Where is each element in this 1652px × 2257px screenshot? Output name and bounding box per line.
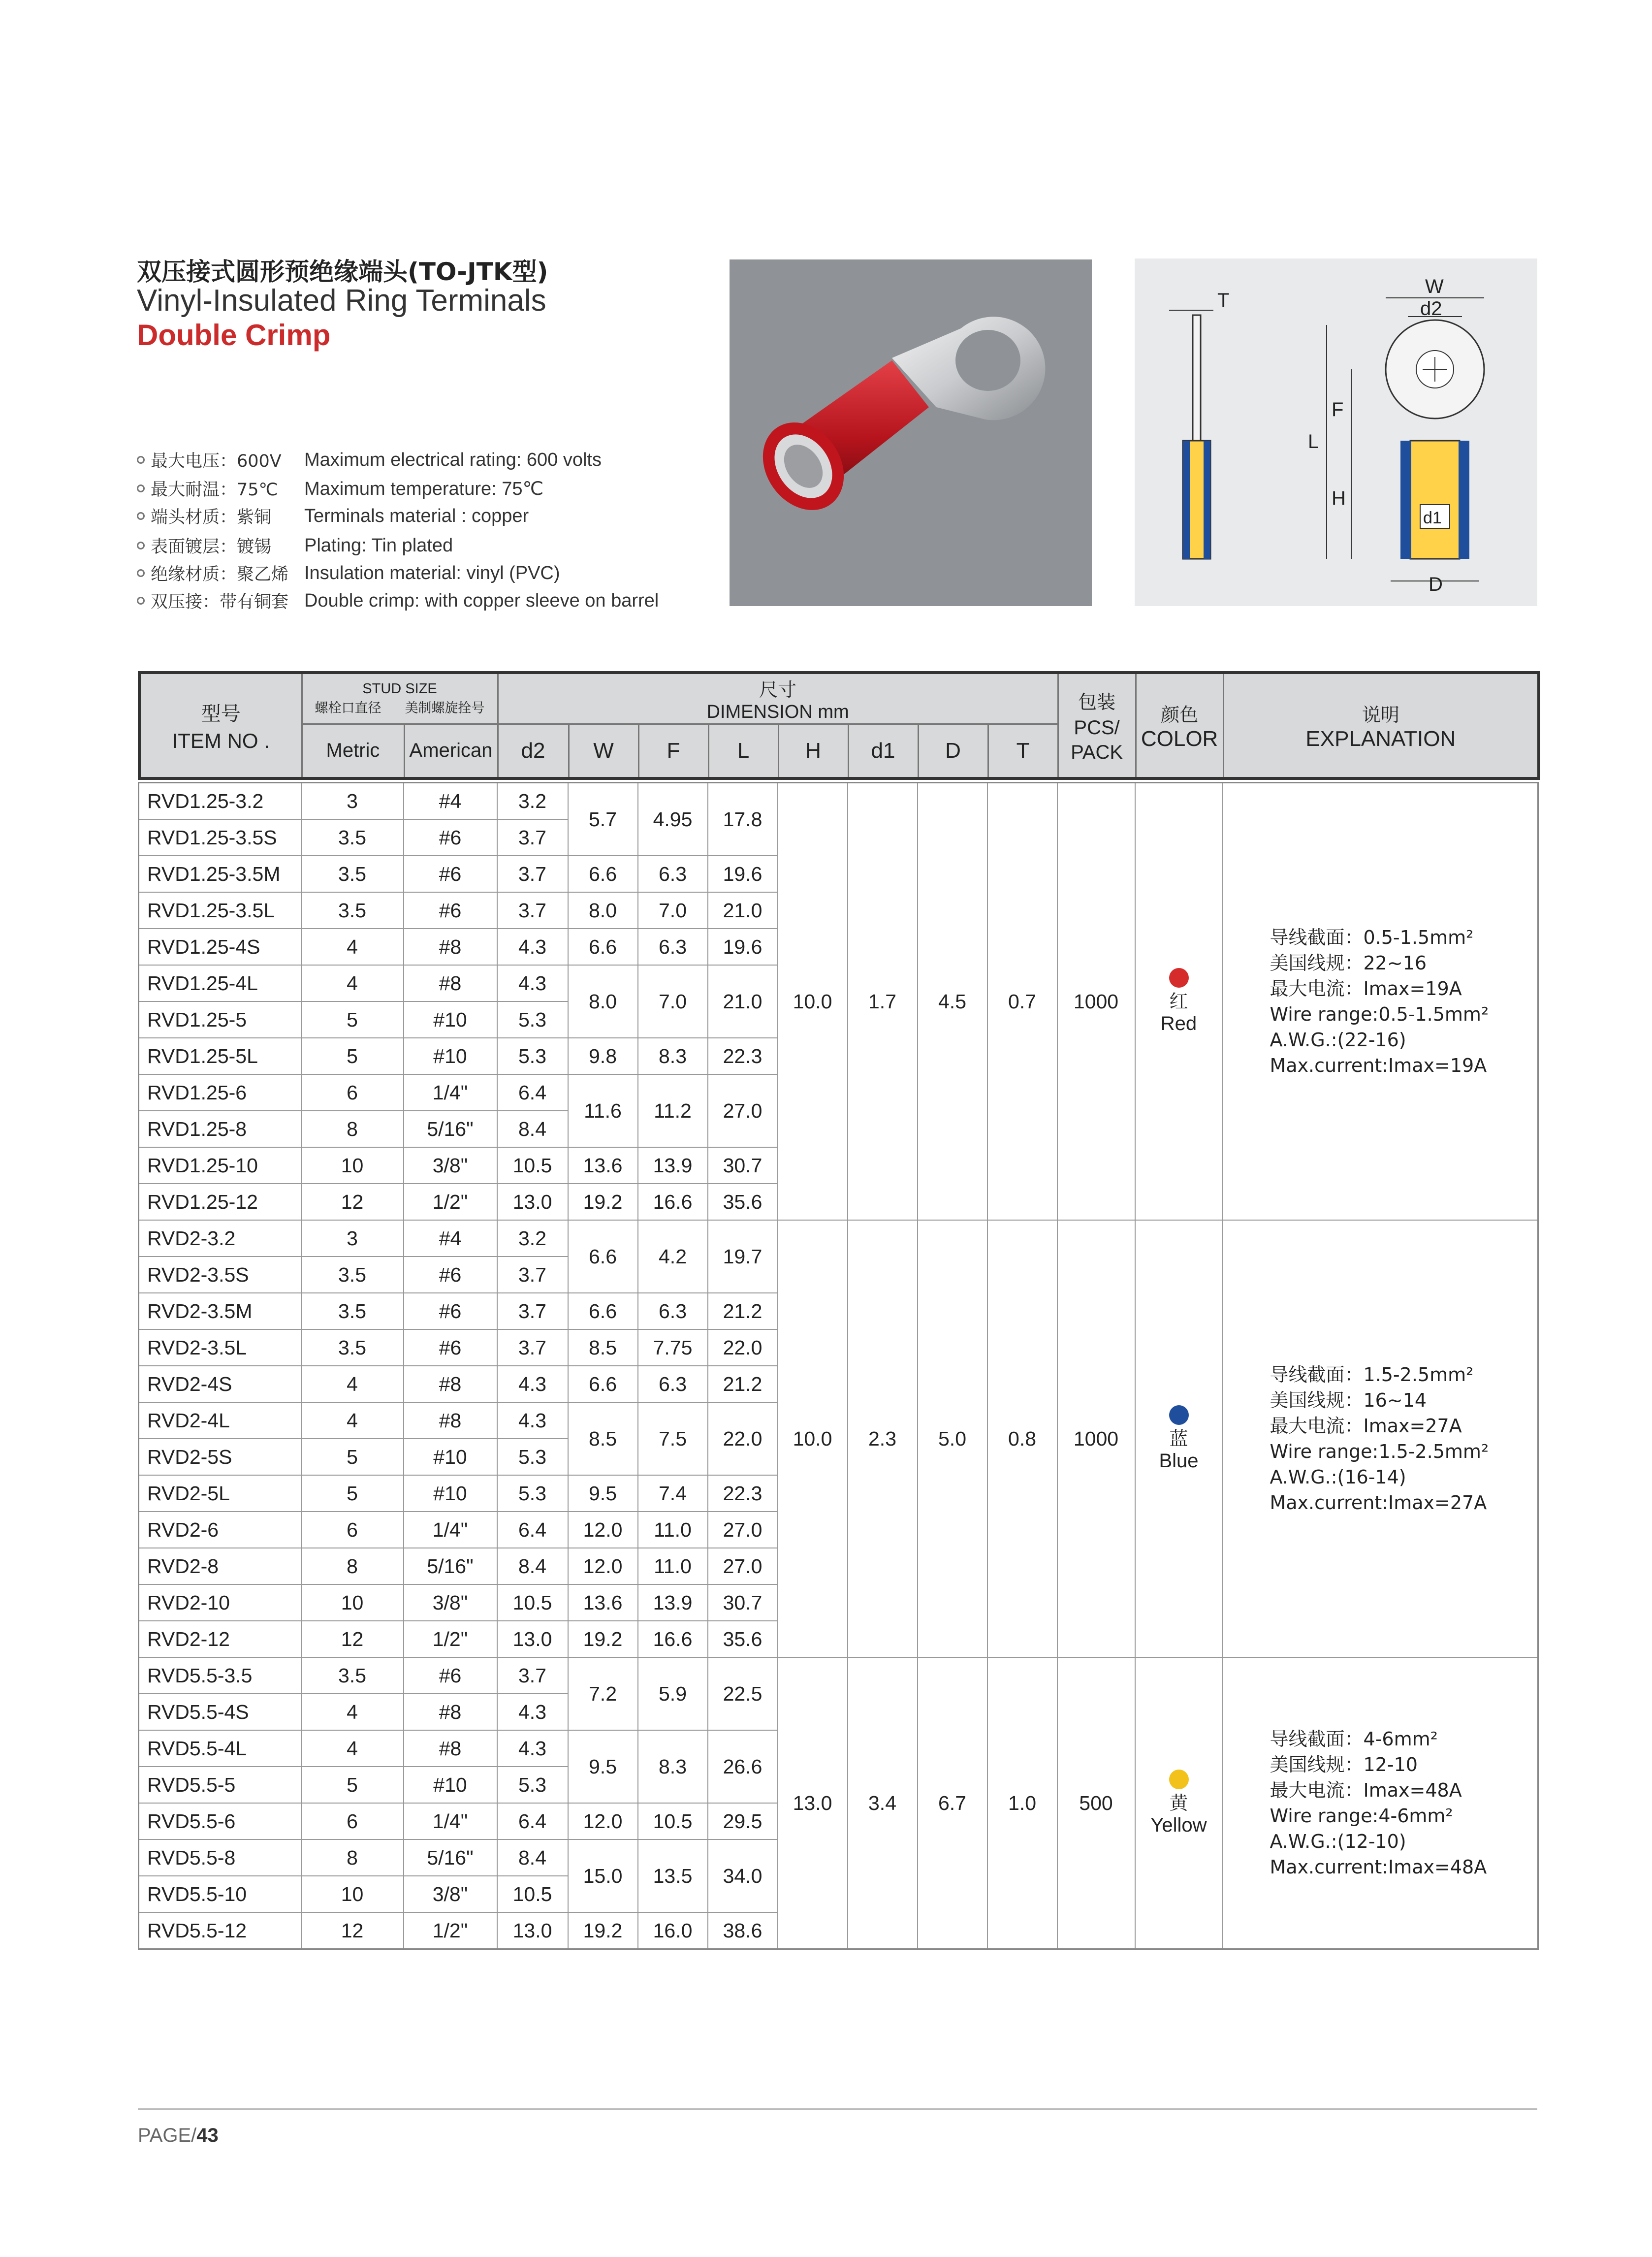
metric-cell: 10: [301, 1147, 404, 1184]
metric-cell: 3.5: [301, 1657, 404, 1694]
header-color: 颜色 COLOR: [1136, 673, 1223, 778]
d2-cell: 8.4: [497, 1839, 568, 1876]
metric-cell: 3: [301, 1220, 404, 1257]
d2-cell: 4.3: [497, 965, 568, 1001]
label-T: T: [1217, 290, 1230, 311]
american-cell: 1/4": [404, 1512, 497, 1548]
metric-cell: 12: [301, 1621, 404, 1657]
d2-cell: 8.4: [497, 1548, 568, 1584]
metric-cell: 12: [301, 1912, 404, 1949]
item-no-cell: RVD5.5-4L: [139, 1730, 301, 1767]
t-cell: 1.0: [987, 1657, 1057, 1949]
item-no-cell: RVD2-3.5S: [139, 1257, 301, 1293]
metric-cell: 12: [301, 1184, 404, 1220]
w-cell: 6.6: [568, 929, 638, 965]
d2-cell: 13.0: [497, 1184, 568, 1220]
item-no-cell: RVD5.5-6: [139, 1803, 301, 1839]
explanation-cell: [1223, 1657, 1538, 1949]
l-cell: 19.7: [708, 1220, 778, 1293]
f-cell: 6.3: [638, 1293, 708, 1329]
l-cell: 30.7: [708, 1584, 778, 1621]
d2-cell: 13.0: [497, 1621, 568, 1657]
metric-cell: 3.5: [301, 1329, 404, 1366]
l-cell: 19.6: [708, 929, 778, 965]
d2-cell: 5.3: [497, 1001, 568, 1038]
f-cell: 13.9: [638, 1584, 708, 1621]
american-cell: #8: [404, 1730, 497, 1767]
page-number: PAGE/43: [138, 2125, 219, 2146]
d2-cell: 3.7: [497, 819, 568, 856]
pack-cell: 1000: [1057, 1220, 1135, 1657]
american-cell: #8: [404, 929, 497, 965]
l-cell: 22.0: [708, 1329, 778, 1366]
d2-cell: 6.4: [497, 1512, 568, 1548]
item-no-cell: RVD5.5-5: [139, 1767, 301, 1803]
l-cell: 17.8: [708, 783, 778, 856]
header-item-no: 型号 ITEM NO .: [139, 673, 302, 778]
item-no-cell: RVD2-6: [139, 1512, 301, 1548]
spec-item: 最大耐温：75℃ Maximum temperature: 75℃: [137, 474, 543, 503]
w-cell: 9.5: [568, 1730, 638, 1803]
bullet-icon: [137, 597, 145, 605]
d1-cell: 1.7: [848, 783, 918, 1221]
metric-cell: 5: [301, 1001, 404, 1038]
american-cell: #6: [404, 856, 497, 892]
f-cell: 10.5: [638, 1803, 708, 1839]
metric-cell: 4: [301, 1730, 404, 1767]
d2-cell: 5.3: [497, 1475, 568, 1512]
f-cell: 7.0: [638, 965, 708, 1038]
w-cell: 19.2: [568, 1912, 638, 1949]
item-no-cell: RVD2-3.5L: [139, 1329, 301, 1366]
american-cell: #10: [404, 1038, 497, 1074]
item-no-cell: RVD2-3.2: [139, 1220, 301, 1257]
w-cell: 19.2: [568, 1621, 638, 1657]
w-cell: 9.5: [568, 1475, 638, 1512]
item-no-cell: RVD1.25-3.5L: [139, 892, 301, 929]
explanation-line: Max.current:Imax=27A: [1270, 1492, 1487, 1514]
metric-cell: 5: [301, 1767, 404, 1803]
d2-cell: 5.3: [497, 1038, 568, 1074]
metric-cell: 5: [301, 1038, 404, 1074]
f-cell: 16.0: [638, 1912, 708, 1949]
item-no-cell: RVD2-4S: [139, 1366, 301, 1402]
spec-item: 最大电压：600V Maximum electrical rating: 600 volts: [137, 446, 602, 474]
f-cell: 7.4: [638, 1475, 708, 1512]
american-cell: 5/16": [404, 1839, 497, 1876]
header-stud-size: STUD SIZE 螺栓口直径 美制螺旋拴号: [302, 673, 498, 724]
w-cell: 6.6: [568, 856, 638, 892]
explanation-cell: [1223, 1220, 1538, 1657]
explanation-line: 美国线规：12-10: [1270, 1754, 1418, 1775]
d2-cell: 10.5: [497, 1584, 568, 1621]
header-dimension: 尺寸 DIMENSION mm: [498, 673, 1058, 724]
metric-cell: 6: [301, 1512, 404, 1548]
d2-cell: 10.5: [497, 1876, 568, 1912]
f-cell: 7.0: [638, 892, 708, 929]
w-cell: 8.5: [568, 1329, 638, 1366]
item-no-cell: RVD1.25-3.2: [139, 783, 301, 820]
metric-cell: 3.5: [301, 819, 404, 856]
header-D: D: [918, 724, 988, 778]
l-cell: 30.7: [708, 1147, 778, 1184]
bullet-icon: [137, 542, 145, 549]
pack-cell: 1000: [1057, 783, 1135, 1221]
american-cell: #8: [404, 1402, 497, 1439]
header-d1: d1: [848, 724, 918, 778]
spec-item: 绝缘材质：聚乙烯 Insulation material: vinyl (PVC): [137, 559, 560, 587]
w-cell: 8.0: [568, 965, 638, 1038]
f-cell: 8.3: [638, 1730, 708, 1803]
item-no-cell: RVD1.25-10: [139, 1147, 301, 1184]
american-cell: #6: [404, 1657, 497, 1694]
metric-cell: 4: [301, 1694, 404, 1730]
bullet-icon: [137, 456, 145, 464]
color-dot-icon: [1169, 1405, 1189, 1425]
l-cell: 21.0: [708, 965, 778, 1038]
f-cell: 11.2: [638, 1074, 708, 1147]
drawing-svg: [1135, 258, 1537, 606]
w-cell: 8.0: [568, 892, 638, 929]
f-cell: 6.3: [638, 856, 708, 892]
american-cell: #10: [404, 1475, 497, 1512]
w-cell: 19.2: [568, 1184, 638, 1220]
w-cell: 15.0: [568, 1839, 638, 1912]
dimension-drawing: [1135, 258, 1537, 606]
item-no-cell: RVD1.25-8: [139, 1111, 301, 1147]
d2-cell: 6.4: [497, 1074, 568, 1111]
header-L: L: [708, 724, 778, 778]
l-cell: 26.6: [708, 1730, 778, 1803]
item-no-cell: RVD1.25-5L: [139, 1038, 301, 1074]
f-cell: 16.6: [638, 1184, 708, 1220]
l-cell: 19.6: [708, 856, 778, 892]
d2-cell: 3.7: [497, 1657, 568, 1694]
d2-cell: 3.7: [497, 1293, 568, 1329]
metric-cell: 6: [301, 1074, 404, 1111]
spec-item: 端头材质：紫铜 Terminals material : copper: [137, 502, 529, 530]
item-no-cell: RVD2-8: [139, 1548, 301, 1584]
l-cell: 27.0: [708, 1512, 778, 1548]
w-cell: 12.0: [568, 1548, 638, 1584]
header-pack: 包装 PCS/ PACK: [1058, 673, 1136, 778]
f-cell: 16.6: [638, 1621, 708, 1657]
f-cell: 7.5: [638, 1402, 708, 1475]
metric-cell: 5: [301, 1475, 404, 1512]
d2-cell: 4.3: [497, 1402, 568, 1439]
item-no-cell: RVD1.25-3.5S: [139, 819, 301, 856]
d2-cell: 5.3: [497, 1767, 568, 1803]
t-cell: 0.8: [987, 1220, 1057, 1657]
metric-cell: 3: [301, 783, 404, 820]
american-cell: #6: [404, 1257, 497, 1293]
bullet-icon: [137, 512, 145, 520]
l-cell: 35.6: [708, 1621, 778, 1657]
label-L: L: [1308, 431, 1319, 452]
d1-cell: 3.4: [848, 1657, 918, 1949]
w-cell: 7.2: [568, 1657, 638, 1730]
l-cell: 27.0: [708, 1074, 778, 1147]
item-no-cell: RVD1.25-12: [139, 1184, 301, 1220]
header-metric: Metric: [302, 724, 404, 778]
american-cell: #8: [404, 965, 497, 1001]
w-cell: 6.6: [568, 1293, 638, 1329]
color-name-cn: 黄: [1169, 1792, 1188, 1814]
header-W: W: [569, 724, 638, 778]
american-cell: #8: [404, 1694, 497, 1730]
label-F: F: [1332, 399, 1344, 420]
american-cell: #6: [404, 892, 497, 929]
metric-cell: 4: [301, 1366, 404, 1402]
item-no-cell: RVD1.25-5: [139, 1001, 301, 1038]
h-cell: 13.0: [778, 1657, 848, 1949]
metric-cell: 3.5: [301, 892, 404, 929]
color-name-cn: 红: [1169, 991, 1188, 1012]
w-cell: 9.8: [568, 1038, 638, 1074]
table-row: [139, 1657, 1538, 1694]
bullet-icon: [137, 484, 145, 492]
d2-cell: 3.2: [497, 1220, 568, 1257]
color-name-cn: 蓝: [1169, 1428, 1188, 1450]
l-cell: 21.2: [708, 1366, 778, 1402]
d2-cell: 10.5: [497, 1147, 568, 1184]
color-cell: [1135, 1657, 1223, 1949]
item-no-cell: RVD2-5L: [139, 1475, 301, 1512]
h-cell: 10.0: [778, 783, 848, 1221]
metric-cell: 4: [301, 1402, 404, 1439]
l-cell: 22.0: [708, 1402, 778, 1475]
american-cell: 1/2": [404, 1184, 497, 1220]
explanation-line: 美国线规：22~16: [1270, 952, 1427, 974]
f-cell: 8.3: [638, 1038, 708, 1074]
explanation-line: Wire range:1.5-2.5mm²: [1270, 1441, 1489, 1462]
f-cell: 6.3: [638, 929, 708, 965]
header-american: American: [404, 724, 498, 778]
d-cell: 6.7: [918, 1657, 987, 1949]
d2-cell: 4.3: [497, 929, 568, 965]
metric-cell: 3.5: [301, 1257, 404, 1293]
w-cell: 12.0: [568, 1803, 638, 1839]
american-cell: 5/16": [404, 1548, 497, 1584]
metric-cell: 10: [301, 1876, 404, 1912]
product-photo: [730, 259, 1092, 606]
d2-cell: 3.2: [497, 783, 568, 820]
color-name-en: Blue: [1159, 1450, 1199, 1472]
american-cell: #6: [404, 1293, 497, 1329]
terminal-spec-table: [138, 782, 1539, 1950]
label-H: H: [1332, 487, 1346, 509]
explanation-line: 导线截面：4-6mm²: [1270, 1728, 1438, 1750]
table-row: [139, 783, 1538, 820]
american-cell: #8: [404, 1366, 497, 1402]
l-cell: 22.3: [708, 1475, 778, 1512]
ring-terminal-illustration: [730, 259, 1092, 606]
w-cell: 12.0: [568, 1512, 638, 1548]
explanation-line: 最大电流：Imax=27A: [1270, 1415, 1462, 1437]
american-cell: 1/2": [404, 1912, 497, 1949]
metric-cell: 5: [301, 1439, 404, 1475]
f-cell: 7.75: [638, 1329, 708, 1366]
metric-cell: 8: [301, 1839, 404, 1876]
l-cell: 29.5: [708, 1803, 778, 1839]
explanation-line: A.W.G.:(12-10): [1270, 1831, 1406, 1852]
american-cell: 3/8": [404, 1147, 497, 1184]
metric-cell: 8: [301, 1548, 404, 1584]
color-dot-icon: [1169, 968, 1189, 988]
header-explanation: 说明 EXPLANATION: [1223, 673, 1539, 778]
item-no-cell: RVD2-3.5M: [139, 1293, 301, 1329]
item-no-cell: RVD5.5-10: [139, 1876, 301, 1912]
d1-cell: 2.3: [848, 1220, 918, 1657]
w-cell: 11.6: [568, 1074, 638, 1147]
american-cell: 1/4": [404, 1803, 497, 1839]
color-dot-icon: [1169, 1770, 1189, 1789]
w-cell: 6.6: [568, 1220, 638, 1293]
explanation-line: 最大电流：Imax=19A: [1270, 978, 1462, 1000]
f-cell: 11.0: [638, 1512, 708, 1548]
h-cell: 10.0: [778, 1220, 848, 1657]
metric-cell: 3.5: [301, 856, 404, 892]
item-no-cell: RVD5.5-8: [139, 1839, 301, 1876]
footer-divider: [138, 2108, 1537, 2110]
metric-cell: 4: [301, 929, 404, 965]
l-cell: 21.2: [708, 1293, 778, 1329]
l-cell: 21.0: [708, 892, 778, 929]
american-cell: #10: [404, 1439, 497, 1475]
explanation-line: 最大电流：Imax=48A: [1270, 1779, 1462, 1801]
item-no-cell: RVD5.5-4S: [139, 1694, 301, 1730]
t-cell: 0.7: [987, 783, 1057, 1221]
label-d2: d2: [1420, 298, 1442, 320]
header-T: T: [988, 724, 1058, 778]
metric-cell: 8: [301, 1111, 404, 1147]
item-no-cell: RVD5.5-12: [139, 1912, 301, 1949]
american-cell: 1/4": [404, 1074, 497, 1111]
item-no-cell: RVD2-5S: [139, 1439, 301, 1475]
d2-cell: 8.4: [497, 1111, 568, 1147]
l-cell: 34.0: [708, 1839, 778, 1912]
color-cell: [1135, 783, 1223, 1221]
f-cell: 13.5: [638, 1839, 708, 1912]
header-H: H: [778, 724, 848, 778]
explanation-line: Wire range:4-6mm²: [1270, 1805, 1453, 1827]
color-name-en: Yellow: [1150, 1814, 1207, 1836]
color-cell: [1135, 1220, 1223, 1657]
table-row: [139, 1220, 1538, 1257]
d2-cell: 3.7: [497, 856, 568, 892]
american-cell: #10: [404, 1001, 497, 1038]
item-no-cell: RVD2-10: [139, 1584, 301, 1621]
american-cell: 1/2": [404, 1621, 497, 1657]
bullet-icon: [137, 569, 145, 577]
item-no-cell: RVD1.25-3.5M: [139, 856, 301, 892]
d2-cell: 6.4: [497, 1803, 568, 1839]
pack-cell: 500: [1057, 1657, 1135, 1949]
table-header: [138, 671, 1540, 780]
header-F: F: [638, 724, 708, 778]
d2-cell: 4.3: [497, 1366, 568, 1402]
american-cell: #6: [404, 1329, 497, 1366]
d-cell: 4.5: [918, 783, 987, 1221]
item-no-cell: RVD1.25-6: [139, 1074, 301, 1111]
explanation-line: Max.current:Imax=19A: [1270, 1055, 1487, 1076]
label-D: D: [1429, 574, 1443, 595]
d-cell: 5.0: [918, 1220, 987, 1657]
w-cell: 8.5: [568, 1402, 638, 1475]
color-name-en: Red: [1160, 1013, 1197, 1034]
label-W: W: [1425, 276, 1444, 297]
f-cell: 4.95: [638, 783, 708, 856]
explanation-line: 美国线规：16~14: [1270, 1389, 1427, 1411]
american-cell: 3/8": [404, 1584, 497, 1621]
american-cell: #6: [404, 819, 497, 856]
explanation-line: A.W.G.:(16-14): [1270, 1466, 1406, 1488]
item-no-cell: RVD2-4L: [139, 1402, 301, 1439]
d2-cell: 3.7: [497, 1329, 568, 1366]
metric-cell: 3.5: [301, 1293, 404, 1329]
american-cell: #4: [404, 1220, 497, 1257]
item-no-cell: RVD2-12: [139, 1621, 301, 1657]
d2-cell: 4.3: [497, 1694, 568, 1730]
explanation-line: 导线截面：0.5-1.5mm²: [1270, 927, 1474, 948]
item-no-cell: RVD1.25-4L: [139, 965, 301, 1001]
american-cell: #4: [404, 783, 497, 820]
d2-cell: 3.7: [497, 1257, 568, 1293]
label-d1: d1: [1423, 509, 1442, 527]
american-cell: #10: [404, 1767, 497, 1803]
american-cell: 3/8": [404, 1876, 497, 1912]
w-cell: 5.7: [568, 783, 638, 856]
explanation-line: A.W.G.:(22-16): [1270, 1029, 1406, 1051]
d2-cell: 4.3: [497, 1730, 568, 1767]
f-cell: 5.9: [638, 1657, 708, 1730]
title-chinese: 双压接式圆形预绝缘端头(TO-JTK型): [137, 258, 548, 286]
spec-item: 表面镀层：镀锡 Plating: Tin plated: [137, 531, 453, 560]
title-english: Vinyl-Insulated Ring Terminals: [137, 284, 546, 318]
l-cell: 38.6: [708, 1912, 778, 1949]
w-cell: 13.6: [568, 1584, 638, 1621]
explanation-line: 导线截面：1.5-2.5mm²: [1270, 1364, 1474, 1386]
f-cell: 4.2: [638, 1220, 708, 1293]
f-cell: 11.0: [638, 1548, 708, 1584]
metric-cell: 10: [301, 1584, 404, 1621]
d2-cell: 3.7: [497, 892, 568, 929]
american-cell: 5/16": [404, 1111, 497, 1147]
l-cell: 22.3: [708, 1038, 778, 1074]
l-cell: 27.0: [708, 1548, 778, 1584]
d2-cell: 13.0: [497, 1912, 568, 1949]
header-d2: d2: [498, 724, 569, 778]
l-cell: 22.5: [708, 1657, 778, 1730]
metric-cell: 6: [301, 1803, 404, 1839]
explanation-line: Wire range:0.5-1.5mm²: [1270, 1003, 1489, 1025]
explanation-cell: [1223, 783, 1538, 1221]
spec-item: 双压接：带有铜套 Double crimp: with copper sleeve on barrel: [137, 586, 659, 615]
d2-cell: 5.3: [497, 1439, 568, 1475]
f-cell: 13.9: [638, 1147, 708, 1184]
l-cell: 35.6: [708, 1184, 778, 1220]
w-cell: 13.6: [568, 1147, 638, 1184]
metric-cell: 4: [301, 965, 404, 1001]
item-no-cell: RVD5.5-3.5: [139, 1657, 301, 1694]
subtitle-double-crimp: Double Crimp: [137, 319, 331, 352]
w-cell: 6.6: [568, 1366, 638, 1402]
item-no-cell: RVD1.25-4S: [139, 929, 301, 965]
f-cell: 6.3: [638, 1366, 708, 1402]
explanation-line: Max.current:Imax=48A: [1270, 1856, 1487, 1878]
